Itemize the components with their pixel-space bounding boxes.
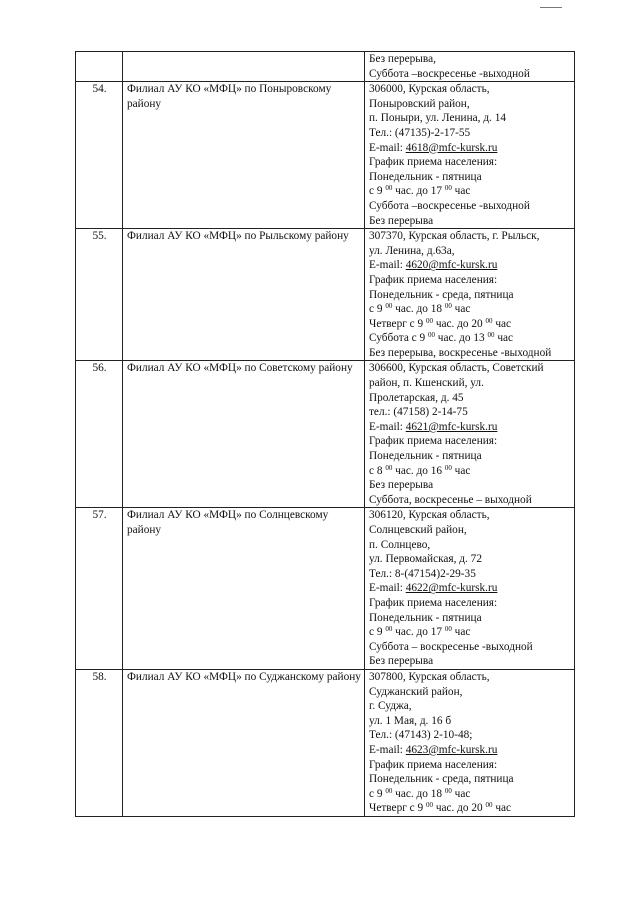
row-number: 57. xyxy=(76,508,123,670)
branch-contact-info xyxy=(365,508,575,670)
email-link[interactable]: 4618@mfc-kursk.ru xyxy=(405,141,498,154)
info-line: Суджанский район, xyxy=(369,685,463,698)
branch-table-body xyxy=(76,52,575,817)
info-line: Суббота – воскресенье -выходной xyxy=(369,640,533,653)
hours-text: час xyxy=(492,317,512,330)
minutes-superscript: 00 xyxy=(485,316,493,325)
info-line: тел.: (47158) 2-14-75 xyxy=(369,406,468,419)
hours-text: час xyxy=(494,332,514,345)
info-line: График приема населения: xyxy=(369,435,498,448)
email-link[interactable]: 4622@mfc-kursk.ru xyxy=(405,582,498,595)
branch-table xyxy=(75,51,575,817)
hours-text: час. до 20 xyxy=(433,802,486,815)
info-line: Понедельник - пятница xyxy=(369,170,482,183)
info-line: район, п. Кшенский, ул. xyxy=(369,377,484,390)
branch-contact-info xyxy=(365,52,575,82)
email-label: E-mail: xyxy=(369,743,406,756)
info-line: г. Суджа, xyxy=(369,700,412,713)
info-line: Без перерыва, xyxy=(369,53,436,65)
info-line: ул. 1 Мая, д. 16 б xyxy=(369,714,452,727)
hours-text: час. до 17 xyxy=(392,185,445,198)
hours-text: с 9 xyxy=(369,626,386,639)
email-label: E-mail: xyxy=(369,582,406,595)
hours-text: час. до 18 xyxy=(392,787,445,800)
branch-name: Филиал АУ КО «МФЦ» по Поныровскому району xyxy=(123,82,365,229)
info-line: 306600, Курская область, Советский xyxy=(369,362,544,375)
scan-top-mark xyxy=(540,7,562,8)
info-line: Тел.: (47143) 2-10-48; xyxy=(369,729,473,742)
table-row xyxy=(76,52,575,82)
email-line xyxy=(369,743,571,758)
hours-text: час xyxy=(451,185,471,198)
info-line: Понедельник - пятница xyxy=(369,611,482,624)
minutes-superscript: 00 xyxy=(427,331,435,340)
info-line: Тел.: (47135)-2-17-55 xyxy=(369,126,471,139)
info-line: Пролетарская, д. 45 xyxy=(369,391,464,404)
minutes-superscript: 00 xyxy=(385,625,393,634)
hours-text: час. до 20 xyxy=(433,317,486,330)
branch-name: Филиал АУ КО «МФЦ» по Солнцевскому району xyxy=(123,508,365,670)
minutes-superscript: 00 xyxy=(444,184,452,193)
minutes-superscript: 00 xyxy=(444,625,452,634)
info-line: Поныровский район, xyxy=(369,97,470,110)
row-number: 55. xyxy=(76,229,123,361)
hours-text: час xyxy=(451,626,471,639)
branch-name xyxy=(123,52,365,82)
hours-line xyxy=(369,184,571,199)
table-row xyxy=(76,229,575,361)
info-line: 306000, Курская область, xyxy=(369,83,490,96)
email-line xyxy=(369,258,571,273)
hours-text: час xyxy=(451,464,471,477)
row-number: 54. xyxy=(76,82,123,229)
info-line: Без перерыва xyxy=(369,214,434,227)
info-line: Без перерыва xyxy=(369,655,434,668)
minutes-superscript: 00 xyxy=(444,463,452,472)
branch-contact-info xyxy=(365,361,575,508)
minutes-superscript: 00 xyxy=(385,786,393,795)
branch-name: Филиал АУ КО «МФЦ» по Советскому району xyxy=(123,361,365,508)
info-line: Суббота, воскресенье – выходной xyxy=(369,493,532,506)
minutes-superscript: 00 xyxy=(485,801,493,810)
hours-line xyxy=(369,625,571,640)
minutes-superscript: 00 xyxy=(444,786,452,795)
minutes-superscript: 00 xyxy=(385,302,393,311)
hours-text: Четверг с 9 xyxy=(369,317,426,330)
hours-line xyxy=(369,787,571,802)
info-line: Суббота –воскресенье -выходной xyxy=(369,67,530,80)
hours-text: Четверг с 9 xyxy=(369,802,426,815)
info-line: Понедельник - пятница xyxy=(369,450,482,463)
info-line: Солнцевский район, xyxy=(369,524,467,536)
info-line: 306120, Курская область, xyxy=(369,509,490,522)
email-link[interactable]: 4621@mfc-kursk.ru xyxy=(405,420,498,433)
minutes-superscript: 00 xyxy=(444,302,452,311)
email-label: E-mail: xyxy=(369,420,406,433)
row-number xyxy=(76,52,123,82)
branch-contact-info xyxy=(365,82,575,229)
hours-text: час. до 13 xyxy=(434,332,488,345)
hours-text: час xyxy=(451,303,471,316)
info-line: Без перерыва, воскресенье -выходной xyxy=(369,346,552,359)
info-line: Тел.: 8-(47154)2-29-35 xyxy=(369,567,476,580)
hours-text: час. до 16 xyxy=(392,464,445,477)
email-label: E-mail: xyxy=(369,141,406,154)
minutes-superscript: 00 xyxy=(426,316,433,325)
hours-line xyxy=(369,464,571,479)
row-number: 58. xyxy=(76,669,123,816)
hours-text: с 9 xyxy=(369,303,386,316)
branch-contact-info xyxy=(365,229,575,361)
email-link[interactable]: 4620@mfc-kursk.ru xyxy=(405,259,498,272)
info-line: График приема населения: xyxy=(369,596,498,609)
hours-line xyxy=(369,331,571,346)
info-line: График приема населения: xyxy=(369,156,498,169)
info-line: 307370, Курская область, г. Рыльск, xyxy=(369,230,540,243)
minutes-superscript: 00 xyxy=(385,184,393,193)
minutes-superscript: 00 xyxy=(487,331,495,340)
hours-text: час. до 17 xyxy=(392,626,445,639)
info-line: График приема населения: xyxy=(369,758,498,771)
branch-contact-info xyxy=(365,669,575,816)
email-line xyxy=(369,581,571,596)
row-number: 56. xyxy=(76,361,123,508)
hours-text: с 9 xyxy=(369,787,386,800)
email-link[interactable]: 4623@mfc-kursk.ru xyxy=(405,743,498,756)
hours-text: Суббота с 9 xyxy=(369,332,428,345)
table-row xyxy=(76,361,575,508)
info-line: п. Солнцево, xyxy=(369,538,431,551)
hours-line xyxy=(369,801,571,816)
info-line: ул. Ленина, д.63а, xyxy=(369,244,455,257)
table-row xyxy=(76,669,575,816)
table-row xyxy=(76,508,575,670)
branch-name: Филиал АУ КО «МФЦ» по Рыльскому району xyxy=(123,229,365,361)
hours-text: час xyxy=(492,802,512,815)
branch-name: Филиал АУ КО «МФЦ» по Суджанскому району xyxy=(123,669,365,816)
hours-line xyxy=(369,302,571,317)
minutes-superscript: 00 xyxy=(385,463,393,472)
info-line: График приема населения: xyxy=(369,273,498,286)
info-line: 307800, Курская область, xyxy=(369,670,490,683)
info-line: Понедельник - среда, пятница xyxy=(369,773,514,786)
info-line: Понедельник - среда, пятница xyxy=(369,288,514,301)
email-label: E-mail: xyxy=(369,259,406,272)
hours-text: с 9 xyxy=(369,185,386,198)
info-line: Суббота –воскресенье -выходной xyxy=(369,199,530,212)
email-line xyxy=(369,141,571,156)
table-row xyxy=(76,82,575,229)
hours-text: с 8 xyxy=(369,464,386,477)
info-line: Без перерыва xyxy=(369,479,434,492)
email-line xyxy=(369,420,571,435)
hours-text: час xyxy=(451,787,471,800)
hours-line xyxy=(369,317,571,332)
minutes-superscript: 00 xyxy=(426,801,433,810)
info-line: п. Поныри, ул. Ленина, д. 14 xyxy=(369,112,507,125)
hours-text: час. до 18 xyxy=(392,303,445,316)
info-line: ул. Первомайская, д. 72 xyxy=(369,553,482,566)
